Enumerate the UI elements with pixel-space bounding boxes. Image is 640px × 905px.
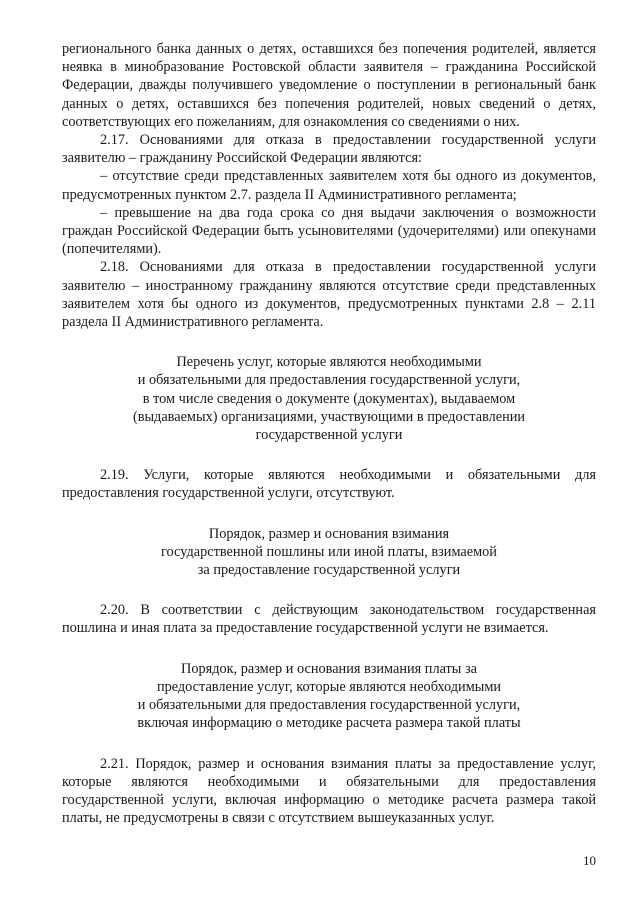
section-heading-service-fee [62, 660, 596, 733]
heading-line: предоставление услуг, которые являются необходимыми [156, 678, 502, 695]
heading-line: в том числе сведения о документе (документах), выдаваемом [142, 390, 516, 407]
section-heading-services-list [62, 353, 596, 444]
spacer [62, 733, 596, 755]
heading-line: и обязательными для предоставления государственной услуги, [137, 372, 521, 389]
heading-line: (выдаваемых) организациями, участвующими в предоставлении [132, 408, 526, 425]
heading-line: Порядок, размер и основания взимания [208, 525, 450, 542]
spacer [62, 503, 596, 525]
spacer [62, 579, 596, 601]
heading-line: государственной услуги [255, 427, 403, 444]
paragraph-2-19: 2.19. Услуги, которые являются необходимыми и обязательными для предоставления государственной услуги, отсутствуют. [62, 467, 596, 502]
paragraph-2-20: 2.20. В соответствии с действующим законодательством государственная пошлина и иная плата за предоставление государственной услуги не взимается. [62, 602, 596, 637]
paragraph-2-17-item-b: – превышение на два года срока со дня выдачи заключения о возможности граждан Российской Федерации быть усыновителями (удочерителями) или опекунами (попечителями). [62, 204, 596, 258]
paragraph-2-17: 2.17. Основаниями для отказа в предоставлении государственной услуги заявителю – гражданину Российской Федерации являются: [62, 132, 596, 167]
page-number: 10 [583, 853, 596, 868]
paragraph-2-21: 2.21. Порядок, размер и основания взимания платы за предоставление услуг, которые являются необходимыми и обязательными для предоставления государственной услуги, включая информацию о методике расчета размера такой платы, не предусмотрены в связи с отсутствием вышеуказанных услуг. [62, 755, 596, 827]
heading-line: государственной пошлины или иной платы, взимаемой [161, 543, 497, 560]
section-heading-state-fee [62, 525, 596, 580]
heading-line: Порядок, размер и основания взимания платы за [181, 660, 477, 677]
heading-line: за предоставление государственной услуги [197, 562, 461, 579]
paragraph-continuation: регионального банка данных о детях, оставшихся без попечения родителей, является неявка в минобразование Ростовской области заявителя – гражданина Российской Федерации, дважды получившего уведомление о поступлении в региональный банк данных о детях, оставшихся без попечения родителей, новых сведений о детях, соответствующих его пожеланиям, для ознакомления со сведениями о них. [62, 41, 596, 130]
document-page [62, 40, 596, 827]
heading-line: и обязательными для предоставления государственной услуги, [137, 697, 521, 714]
paragraph-2-17-item-a: – отсутствие среди представленных заявителем хотя бы одного из документов, предусмотренных пунктом 2.7. раздела II Административного регламента; [62, 168, 596, 203]
spacer [62, 331, 596, 353]
spacer [62, 444, 596, 466]
heading-line: включая информацию о методике расчета размера такой платы [137, 715, 521, 732]
spacer [62, 638, 596, 660]
paragraph-2-18: 2.18. Основаниями для отказа в предоставлении государственной услуги заявителю – иностранному гражданину являются отсутствие среди представленных заявителем хотя бы одного из документов, предусмотренных пунктами 2.8 – 2.11 раздела II Административного регламента. [62, 259, 596, 331]
heading-line: Перечень услуг, которые являются необходимыми [176, 354, 482, 371]
